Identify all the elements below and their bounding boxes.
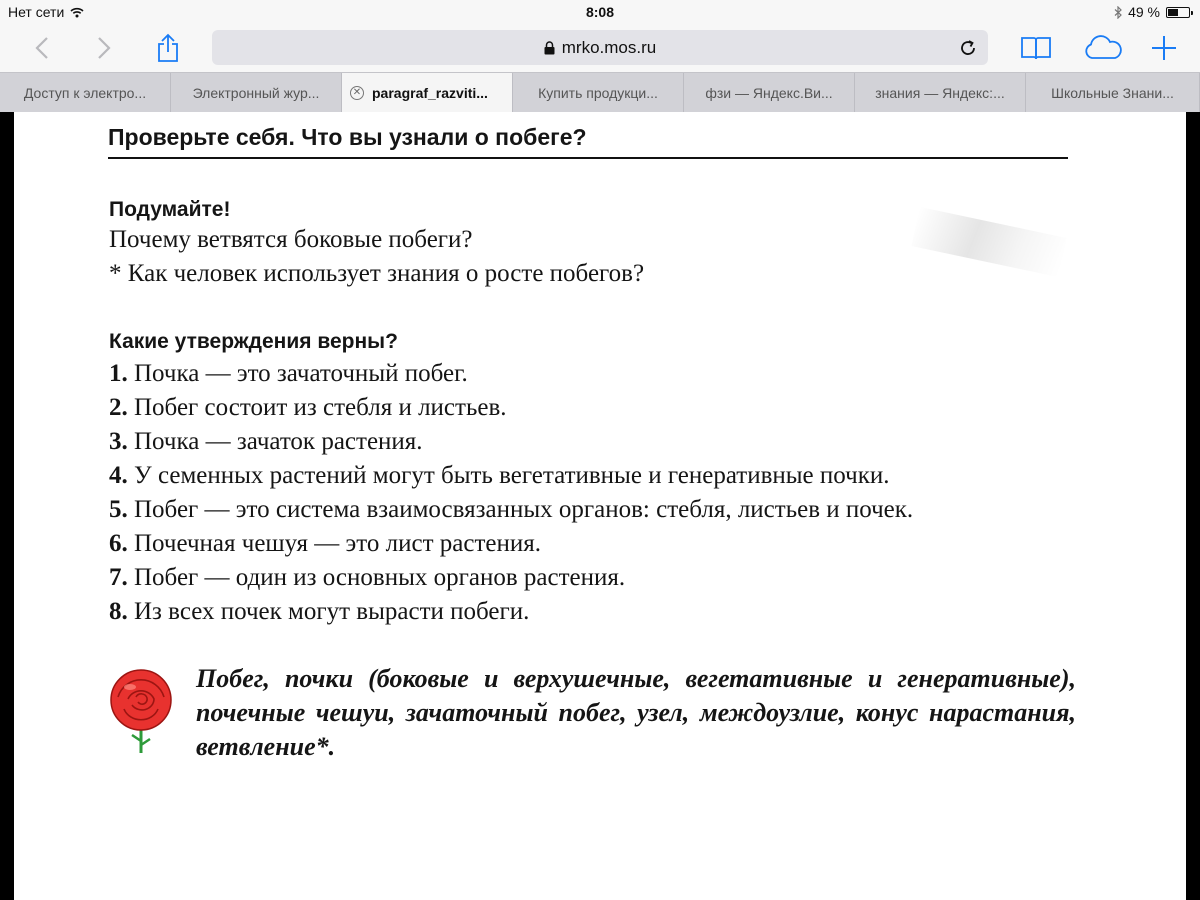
lock-icon	[544, 41, 555, 55]
back-button[interactable]	[24, 30, 60, 66]
document-page	[14, 112, 1186, 900]
cloud-icon	[1082, 35, 1124, 61]
statement-number: 2.	[109, 394, 128, 421]
statement-text: Почечная чешуя — это лист растения.	[134, 530, 541, 557]
tab-label: Школьные Знани...	[1051, 84, 1174, 101]
statement-number: 5.	[109, 496, 128, 523]
statement-text: Из всех почек могут вырасти побеги.	[134, 598, 530, 625]
tab-5[interactable]	[855, 73, 1026, 112]
address-text: mrko.mos.ru	[561, 38, 657, 57]
close-tab-icon[interactable]: ✕	[350, 86, 364, 100]
statement-item	[109, 462, 889, 490]
cloud-tabs-button[interactable]	[1080, 30, 1126, 66]
statement-item	[109, 598, 529, 626]
statement-number: 7.	[109, 564, 128, 591]
keywords-paragraph: Побег, почки (боковые и верхушечные, вегетативные и генеративные), почечные чешуи, зачаточный побег, узел, междоузлие, конус нарастания, ветвление*.	[196, 664, 1076, 761]
statement-item	[109, 496, 913, 524]
tab-label: Доступ к электро...	[23, 84, 147, 101]
statement-text: Почка — зачаток растения.	[134, 428, 423, 455]
think-question-2: * Как человек использует знания о росте побегов?	[109, 260, 645, 287]
tab-6[interactable]	[1026, 73, 1200, 112]
tab-2-active[interactable]	[342, 73, 513, 112]
tab-label: Электронный жур...	[192, 84, 320, 101]
rose-icon	[106, 667, 176, 757]
address-bar[interactable]	[212, 30, 988, 65]
statement-number: 4.	[109, 462, 128, 489]
battery-fill	[1168, 9, 1178, 16]
statement-item	[109, 428, 423, 456]
think-question-1: Почему ветвятся боковые побеги?	[109, 226, 473, 253]
think-heading: Подумайте!	[109, 198, 231, 221]
tab-label: Купить продукци...	[538, 84, 658, 101]
address-content	[212, 38, 988, 58]
statement-number: 6.	[109, 530, 128, 557]
tab-label: paragraf_razviti...	[372, 84, 488, 101]
statements-heading: Какие утверждения верны?	[109, 330, 398, 353]
battery-icon	[1166, 7, 1190, 18]
statement-text: Почка — это зачаточный побег.	[134, 360, 468, 387]
tab-4[interactable]	[684, 73, 855, 112]
reload-icon	[959, 39, 977, 57]
tab-label: знания — Яндекс:...	[875, 84, 1005, 101]
tab-bar	[0, 72, 1200, 112]
status-right	[1114, 4, 1190, 20]
browser-toolbar	[0, 24, 1200, 72]
tab-1[interactable]	[171, 73, 342, 112]
carrier-label: Нет сети	[8, 4, 65, 20]
statement-number: 3.	[109, 428, 128, 455]
book-icon	[1020, 35, 1052, 61]
statement-number: 8.	[109, 598, 128, 625]
statement-item	[109, 394, 507, 422]
tab-label: фзи — Яндекс.Ви...	[705, 84, 833, 101]
plus-icon	[1151, 35, 1177, 61]
forward-button[interactable]	[86, 30, 122, 66]
statement-text: У семенных растений могут быть вегетативные и генеративные почки.	[134, 462, 890, 489]
bookmarks-button[interactable]	[1018, 30, 1054, 66]
scan-smudge	[911, 207, 1066, 277]
reload-button[interactable]	[956, 36, 980, 60]
statement-text: Побег — один из основных органов растения.	[134, 564, 626, 591]
status-bar	[0, 0, 1200, 24]
tab-3[interactable]	[513, 73, 684, 112]
tab-0[interactable]	[0, 73, 171, 112]
statement-item	[109, 360, 468, 388]
statement-item	[109, 564, 625, 592]
statement-text: Побег состоит из стебля и листьев.	[134, 394, 507, 421]
battery-percent: 49 %	[1128, 4, 1160, 20]
chevron-right-icon	[97, 36, 111, 60]
statement-item	[109, 530, 541, 558]
share-icon	[156, 33, 180, 63]
page-title: Проверьте себя. Что вы узнали о побеге?	[108, 124, 1068, 159]
statement-text: Побег — это система взаимосвязанных органов: стебля, листьев и почек.	[134, 496, 914, 523]
statement-number: 1.	[109, 360, 128, 387]
status-time: 8:08	[585, 4, 615, 20]
chevron-left-icon	[35, 36, 49, 60]
share-button[interactable]	[150, 30, 186, 66]
new-tab-button[interactable]	[1146, 30, 1182, 66]
bluetooth-icon	[1114, 6, 1122, 19]
